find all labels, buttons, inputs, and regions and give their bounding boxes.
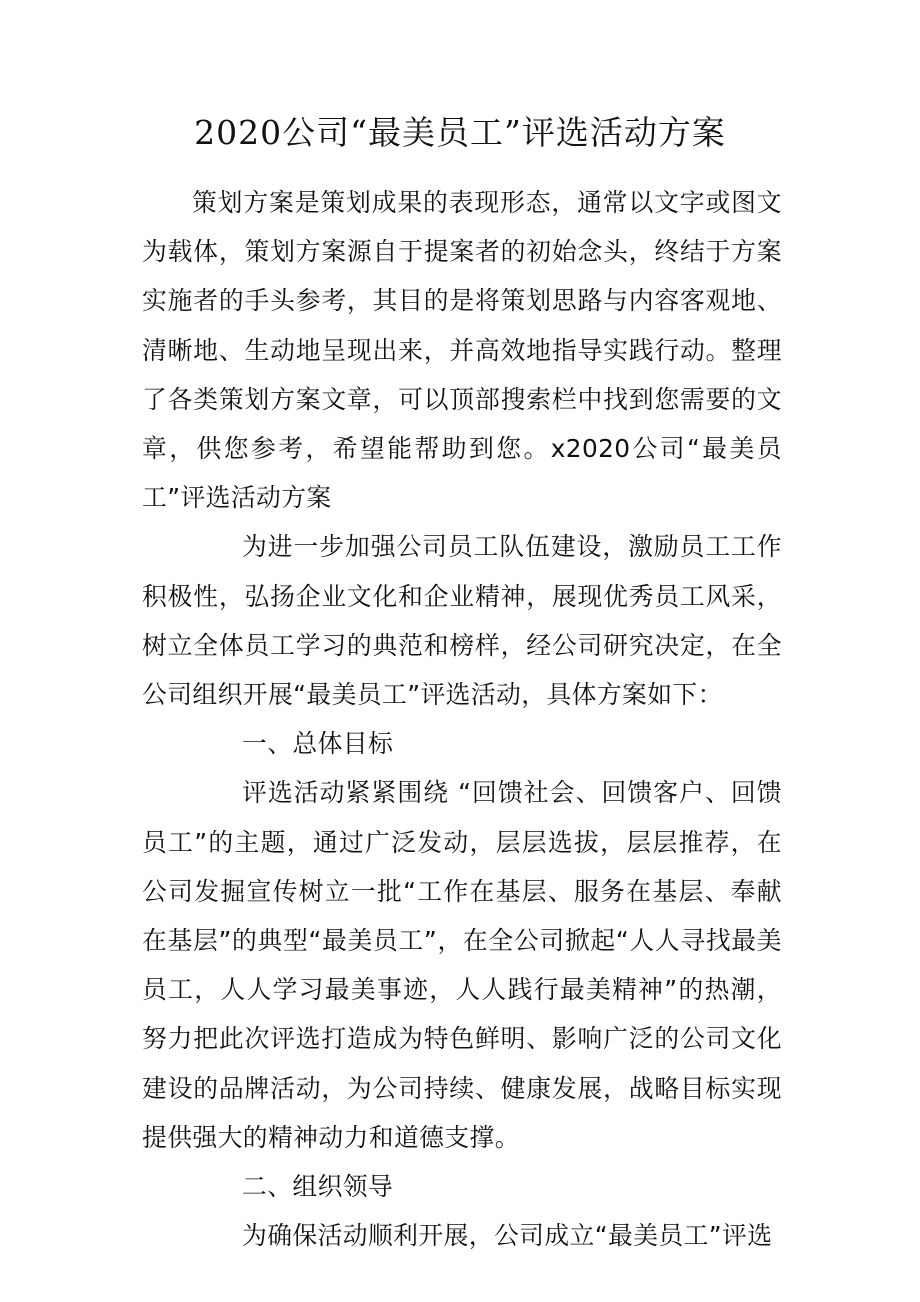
purpose-paragraph: 为进一步加强公司员工队伍建设，激励员工工作积极性，弘扬企业文化和企业精神，展现优秀员工风采，树立全体员工学习的典范和榜样，经公司研究决定，在全公司组织开展“最美员工”评选活动，具体方案如下： — [142, 532, 782, 710]
document-body — [142, 178, 782, 1260]
goal-paragraph: 评选活动紧紧围绕 “回馈社会、回馈客户、回馈员工”的主题，通过广泛发动，层层选拔，层层推荐，在公司发掘宣传树立一批“工作在基层、服务在基层、奉献在基层”的典型“最美员工”，在全公司掀起“人人寻找最美员工，人人学习最美事迹，人人践行最美精神”的热潮，努力把此次评选打造成为特色鲜明、影响广泛的公司文化建设的品牌活动，为公司持续、健康发展，战略目标实现提供强大的精神动力和道德支撑。 — [142, 778, 782, 1152]
document-title: 2020公司“最美员工”评选活动方案 — [194, 113, 726, 152]
section-heading-organization: 二、组织领导 — [242, 1172, 394, 1202]
section-heading-goal: 一、总体目标 — [242, 729, 394, 759]
organization-paragraph: 为确保活动顺利开展，公司成立“最美员工”评选 — [242, 1221, 773, 1251]
intro-paragraph: 策划方案是策划成果的表现形态，通常以文字或图文为载体，策划方案源自于提案者的初始念头，终结于方案实施者的手头参考，其目的是将策划思路与内容客观地、清晰地、生动地呈现出来，并高效地指导实践行动。整理了各类策划方案文章，可以顶部搜索栏中找到您需要的文章，供您参考，希望能帮助到您。x2020公司“最美员工”评选活动方案 — [142, 188, 782, 513]
